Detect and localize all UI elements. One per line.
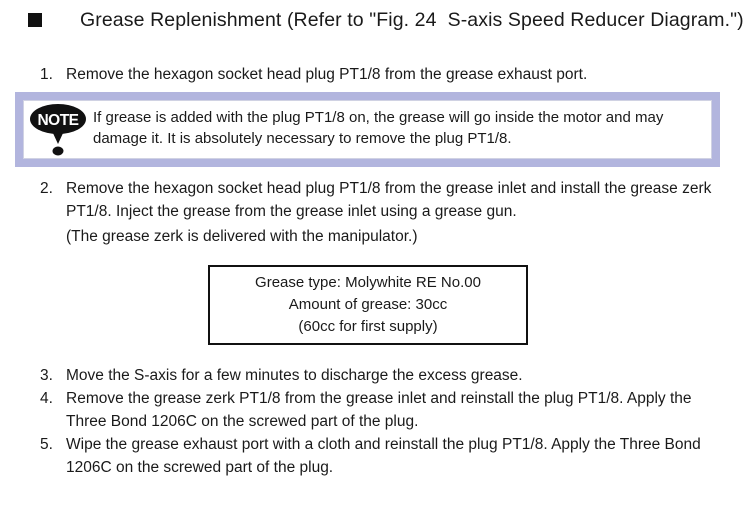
step-item-1: [40, 63, 756, 86]
step-number: 5.: [40, 436, 53, 453]
square-bullet-icon: [28, 13, 42, 27]
note-icon-label: NOTE: [37, 112, 79, 129]
step-number: 3.: [40, 367, 53, 384]
step-text: Wipe the grease exhaust port with a cloth and reinstall the plug PT1/8. Apply the Three Bond 1206C on the screwed part of the plug.: [66, 436, 701, 476]
grease-first-supply-line: (60cc for first supply): [298, 318, 438, 335]
step-text: Remove the hexagon socket head plug PT1/8 from the grease exhaust port.: [66, 66, 588, 83]
note-text: If grease is added with the plug PT1/8 on, the grease will go inside the motor and may damage it. It is absolutely necessary to remove the plug PT1/8.: [93, 109, 664, 147]
step-item-5: [40, 433, 756, 479]
section-heading-text: Grease Replenishment (Refer to "Fig. 24 S-axis Speed Reducer Diagram."): [80, 9, 744, 31]
grease-amount-line: Amount of grease: 30cc: [288, 296, 448, 313]
grease-spec-box: [208, 265, 528, 345]
step-number: 1.: [40, 66, 53, 83]
grease-type-line: Grease type: Molywhite RE No.00: [255, 274, 481, 291]
step-item-4: [40, 387, 756, 433]
step-text-parenthetical: (The grease zerk is delivered with the manipulator.): [66, 228, 418, 245]
step-text: [66, 177, 721, 248]
step-item-3: [40, 364, 756, 387]
step-text-main: Remove the hexagon socket head plug PT1/8 from the grease inlet and install the grease zerk PT1/8. Inject the grease from the grease inlet using a grease gun.: [66, 180, 712, 220]
section-heading: [28, 0, 756, 34]
step-text: Remove the grease zerk PT1/8 from the grease inlet and reinstall the plug PT1/8. Apply the Three Bond 1206C on the screwed part of the plug.: [66, 390, 692, 430]
step-number: 4.: [40, 390, 53, 407]
step-text: Move the S-axis for a few minutes to discharge the excess grease.: [66, 367, 523, 384]
note-callout-box: [15, 92, 720, 167]
step-number: 2.: [40, 180, 53, 197]
step-item-2: [40, 177, 756, 248]
note-speech-bubble-icon: [30, 104, 88, 158]
